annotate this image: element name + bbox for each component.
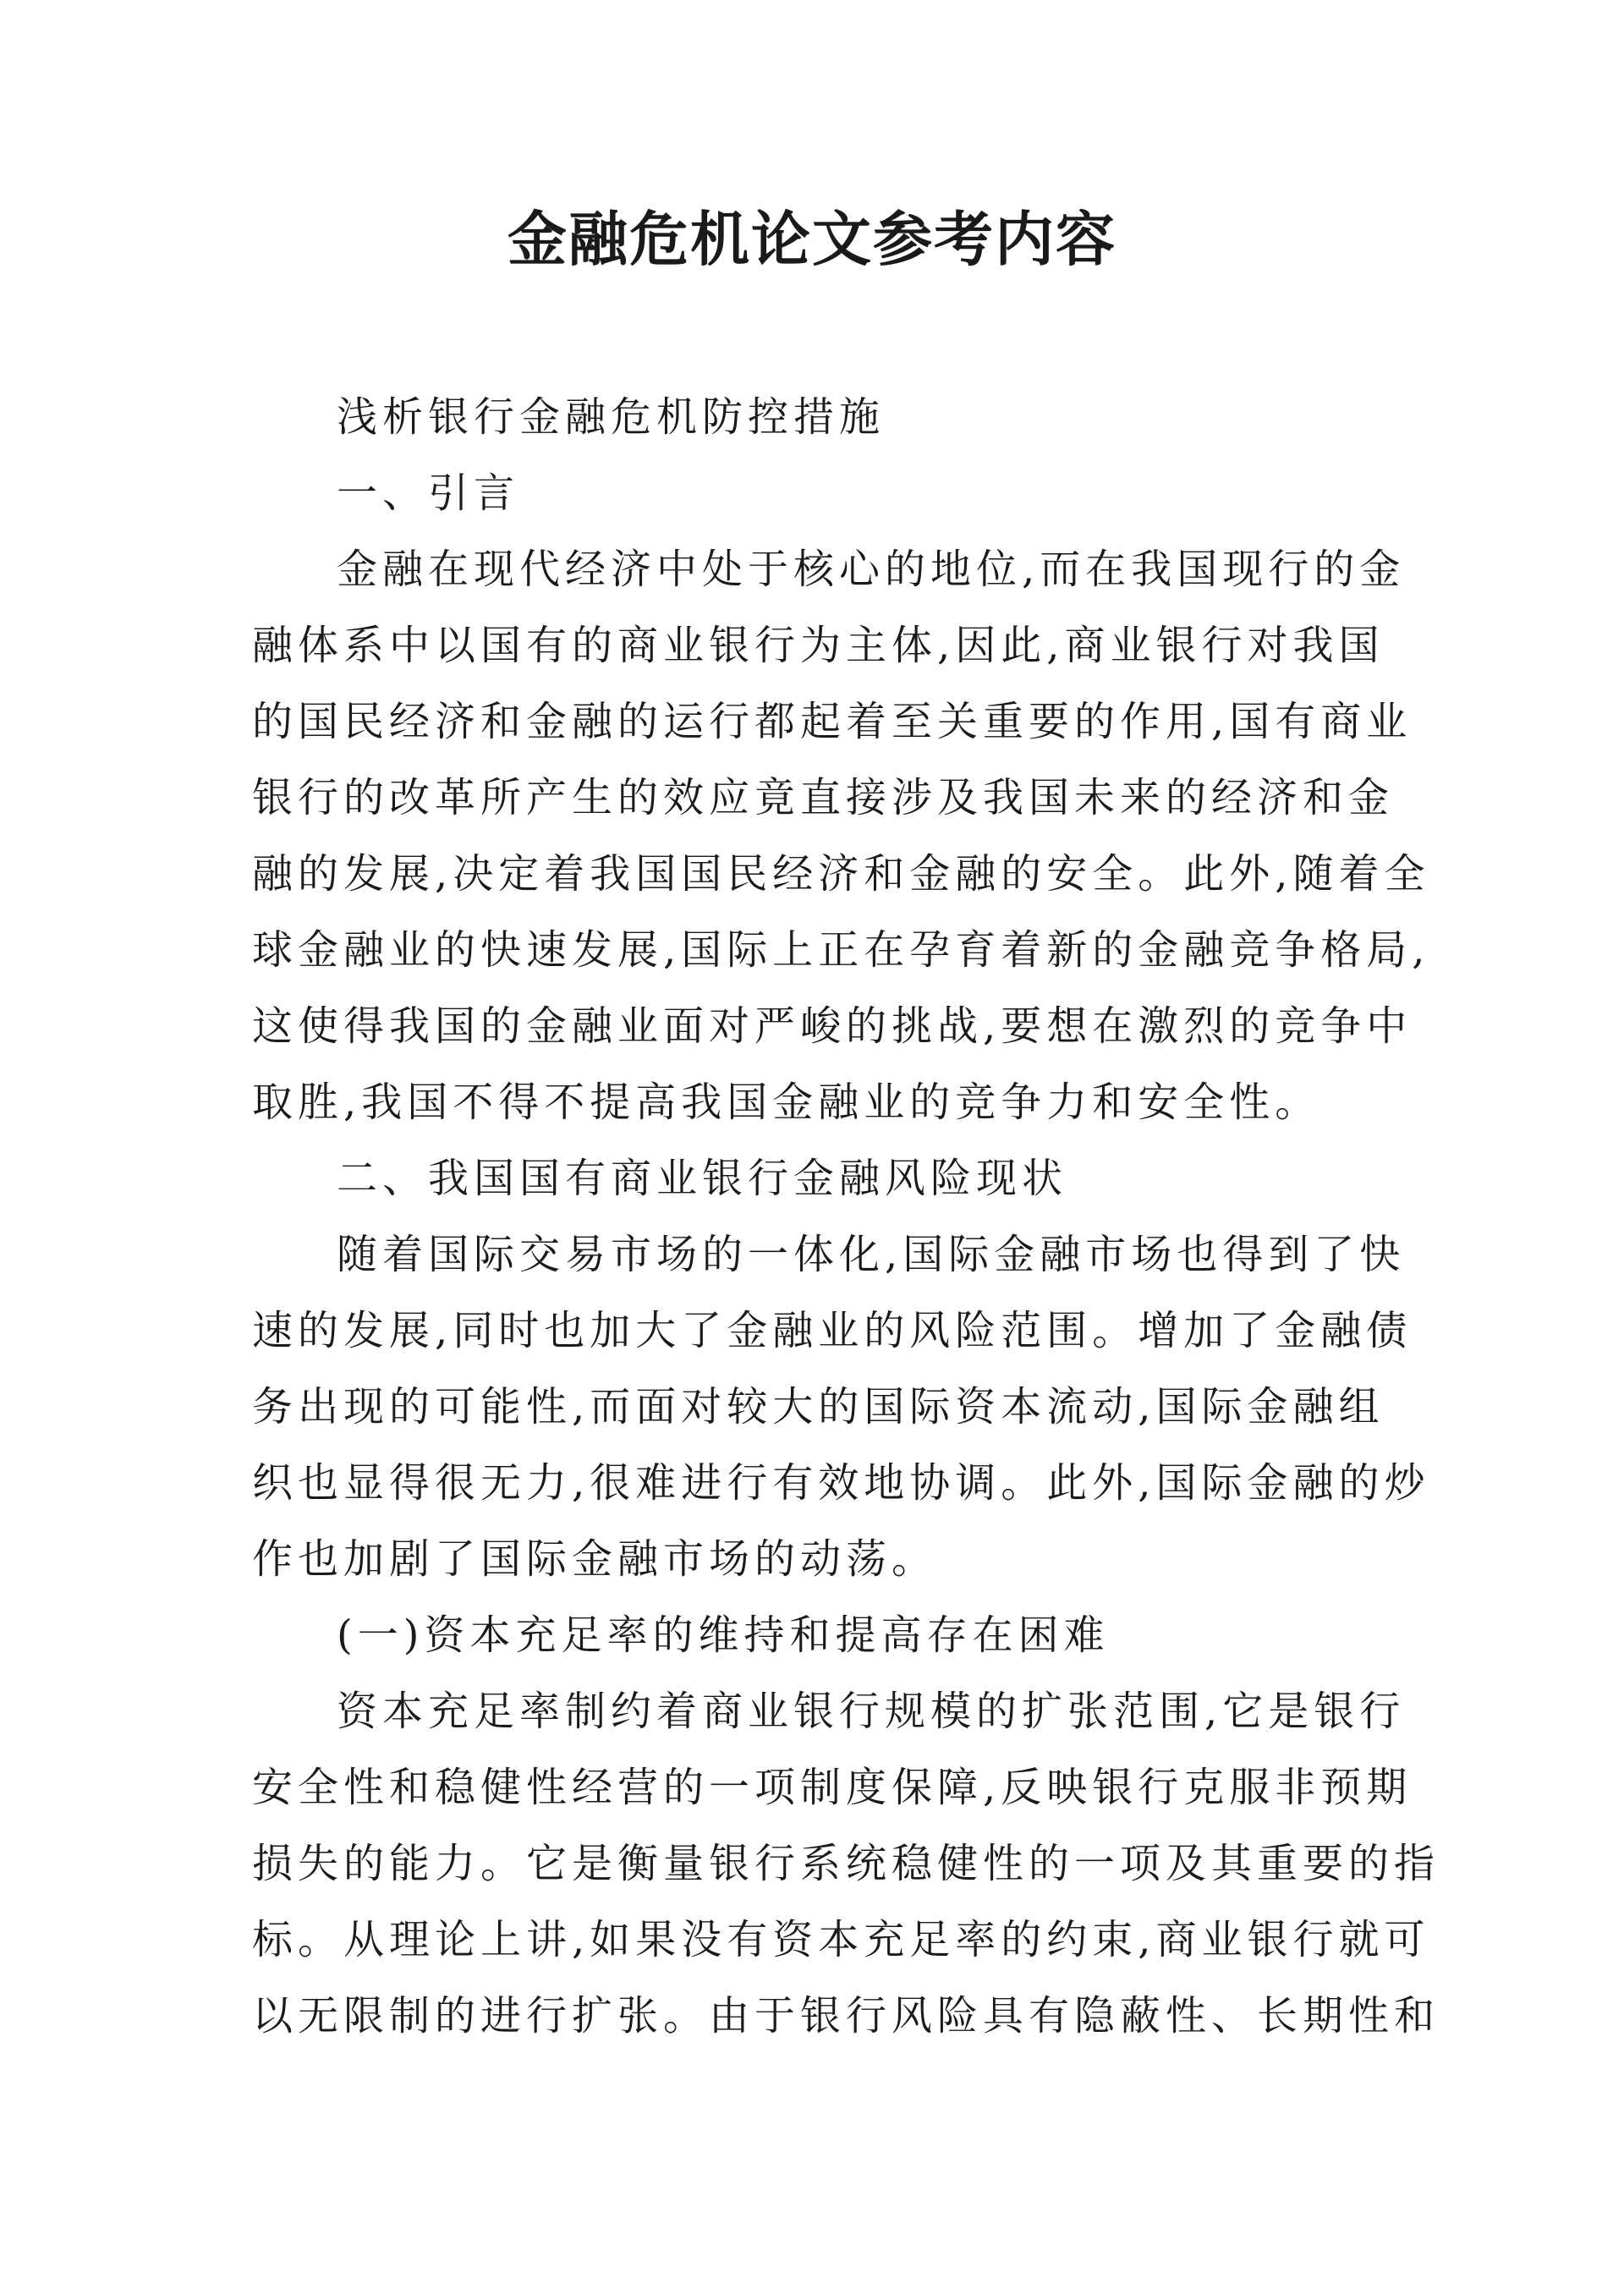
text-line: 作也加剧了国际金融市场的动荡。: [252, 1535, 938, 1583]
text-line: 速的发展,同时也加大了金融业的风险范围。增加了金融债: [252, 1307, 1413, 1354]
text-line: 务出现的可能性,而面对较大的国际资本流动,国际金融组: [252, 1383, 1385, 1430]
text-line: 以无限制的进行扩张。由于银行风险具有隐蔽性、长期性和: [252, 1992, 1440, 2040]
document-body: [252, 379, 1440, 2054]
text-line: 这使得我国的金融业面对严峻的挑战,要想在激烈的竞争中: [252, 1002, 1413, 1050]
document-title: 金融危机论文参考内容: [508, 205, 1116, 274]
text-line: 标。从理论上讲,如果没有资本充足率的约束,商业银行就可: [252, 1916, 1430, 1963]
text-line: 取胜,我国不得不提高我国金融业的竞争力和安全性。: [252, 1079, 1321, 1126]
text-line: 融体系中以国有的商业银行为主体,因此,商业银行对我国: [252, 622, 1385, 669]
text-line: 二、我国国有商业银行金融风险现状: [337, 1155, 1068, 1202]
text-line: 浅析银行金融危机防控措施: [337, 393, 886, 441]
text-line: 金融在现代经济中处于核心的地位,而在我国现行的金: [337, 546, 1406, 593]
text-line: 损失的能力。它是衡量银行系统稳健性的一项及其重要的指: [252, 1840, 1440, 1887]
text-line: 银行的改革所产生的效应竟直接涉及我国未来的经济和金: [252, 774, 1395, 821]
text-line: 安全性和稳健性经营的一项制度保障,反映银行克服非预期: [252, 1764, 1413, 1811]
text-line: 资本充足率制约着商业银行规模的扩张范围,它是银行: [337, 1688, 1406, 1735]
text-line: 随着国际交易市场的一体化,国际金融市场也得到了快: [337, 1231, 1406, 1278]
text-line: (一)资本充足率的维持和提高存在困难: [337, 1611, 1110, 1659]
text-line: 织也显得很无力,很难进行有效地协调。此外,国际金融的炒: [252, 1459, 1430, 1507]
text-line: 一、引言: [337, 469, 520, 517]
text-line: 球金融业的快速发展,国际上正在孕育着新的金融竞争格局,: [252, 926, 1430, 974]
text-line: 融的发展,决定着我国国民经济和金融的安全。此外,随着全: [252, 850, 1430, 898]
text-line: 的国民经济和金融的运行都起着至关重要的作用,国有商业: [252, 698, 1413, 745]
